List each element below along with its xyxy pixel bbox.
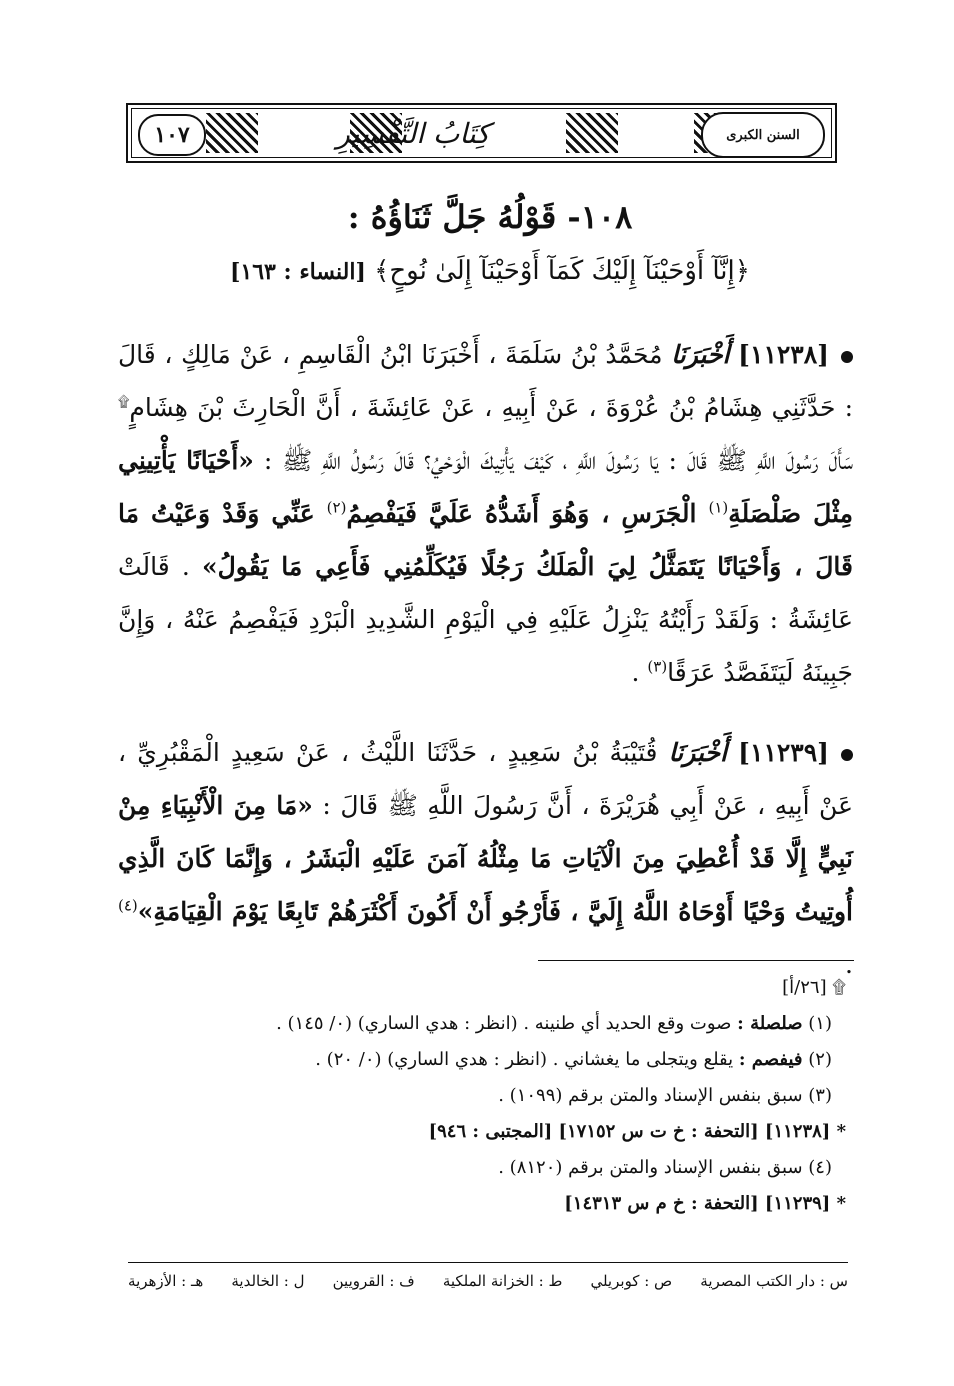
- folio-mark: ۩: [118, 392, 130, 411]
- tuhfa-reference-1: * [١١٢٣٨] [التحفة : خ ت س ١٧١٥٢] [المجتبى : ٩٤٦]: [428, 1121, 846, 1142]
- page-header: [126, 103, 837, 163]
- footnotes: [160, 970, 846, 1222]
- siglum: ط : الخزانة الملكية: [442, 1272, 563, 1290]
- end-mark: .: [845, 950, 853, 979]
- footnote-text: يقلع ويتجلى ما يغشاني . (انظر : هدي الساري) (٠/ ٢٠) .: [315, 1049, 739, 1070]
- prophetic-quote: «مَا مِنَ الْأَنْبِيَاءِ مِنْ نَبِيٍّ إِلَّا قَدْ أُعْطِيَ مِنَ الْآيَاتِ مَا مِثْلُهُ آمَنَ عَلَيْهِ الْبَشَرُ ، وَإِنَّمَا كَانَ الَّذِي أُوتِيتُ وَحْيًا أَوْحَاهُ اللَّهُ إِلَيَّ ، فَأَرْجُو أَنْ أَكُونَ أَكْثَرَهُمْ تَابِعًا يَوْمَ الْقِيَامَةِ»: [118, 791, 853, 926]
- bottom-separator: [128, 1262, 848, 1263]
- footnote-2: [160, 1042, 846, 1078]
- hadith-11239: [118, 726, 853, 991]
- chapter-title: ١٠٨- قَوْلُهُ جَلَّ ثَنَاؤُهُ :: [347, 198, 633, 236]
- bullet-icon: [841, 749, 853, 761]
- end-mark: .: [631, 658, 648, 687]
- footnote-number: (١): [808, 1013, 832, 1034]
- siglum: ف : القرويين: [332, 1272, 415, 1290]
- quran-verse: [150, 256, 830, 286]
- prophetic-quote: «أَحْيَانًا يَأْتِينِي مِثْلَ صَلْصَلَةِ: [118, 446, 854, 528]
- siglum: ص : كوبريلي: [590, 1272, 673, 1290]
- footnote-number: (٢): [808, 1049, 832, 1070]
- footnote-3: (٣) سبق بنفس الإسناد والمتن برقم (١٠٩٩) .: [498, 1085, 832, 1106]
- footnote-1: [160, 1006, 846, 1042]
- footnote-ref-2: (٢): [326, 498, 347, 517]
- tuhfa-reference-2: * [١١٢٣٩] [التحفة : خ م س ١٤٣١٣]: [564, 1193, 846, 1214]
- book-logo: السنن الكبرى: [701, 112, 825, 158]
- isnad-text: مُحَمَّدُ بْنُ سَلَمَةَ ، أَخْبَرَنَا ابْنُ الْقَاسِمِ ، عَنْ مَالِكٍ ، قَالَ : حَدَّثَنِي هِشَامُ بْنُ عُرْوَةَ ، عَنْ أَبِيهِ ، عَنْ عَائِشَةَ ، أَنَّ الْحَارِثَ بْنَ هِشَامٍ: [118, 340, 853, 422]
- footnote-term: فيفصم :: [738, 1049, 803, 1070]
- hadith-number: [١١٢٣٨]: [738, 340, 829, 369]
- narration-text: . قَالَتْ عَائِشَةُ : وَلَقَدْ رَأَيْتُهُ يَنْزِلُ عَلَيْهِ فِي الْيَوْمِ الشَّدِيدِ الْبَرْدِ فَيَفْصِمُ عَنْهُ ، وَإِنَّ جَبِينَهُ لَيَتَفَصَّدُ عَرَقًا: [118, 552, 853, 687]
- bullet-icon: [841, 351, 853, 363]
- footnote-ref-3: (٣): [647, 657, 668, 676]
- siglum: س : دار الكتب المصرية: [700, 1272, 848, 1290]
- footnote-separator: [538, 960, 854, 961]
- isnad-text: قُتَيْبَةُ بْنُ سَعِيدٍ ، حَدَّثَنَا اللَّيْثُ ، عَنْ سَعِيدٍ الْمَقْبُرِيِّ ، عَنْ أَبِيهِ ، عَنْ أَبِي هُرَيْرَةَ ، أَنَّ رَسُولَ اللَّهِ ﷺ قَالَ :: [118, 738, 853, 820]
- manuscript-sigla: [128, 1272, 848, 1290]
- akhbarana-label: أَخْبَرَنَا: [668, 738, 727, 767]
- footnote-term: صلصلة :: [737, 1013, 803, 1034]
- folio-note: ۩ [٢٦/أ]: [782, 977, 846, 998]
- footnote-ref-1: (١): [708, 498, 729, 517]
- book-title: كِتَابُ التَّفْسِيرِ: [336, 116, 490, 150]
- prophetic-quote: الْجَرَسِ ، وَهُوَ أَشَدُّهُ عَلَيَّ فَيَفْصِمُ: [346, 499, 709, 528]
- header-ornament: [206, 113, 258, 153]
- siglum: هـ : الأزهرية: [128, 1272, 204, 1290]
- prophetic-quote: عَنِّي وَقَدْ وَعَيْتُ مَا قَالَ ، وَأَحْيَانًا يَتَمَثَّلُ لِيَ الْمَلَكُ رَجُلًا فَيُكَلِّمُنِي فَأَعِي مَا يَقُولُ»: [118, 499, 853, 581]
- siglum: ل : الخالدية: [231, 1272, 305, 1290]
- verse-text: ﴿إِنَّآ أَوْحَيْنَآ إِلَيْكَ كَمَآ أَوْحَيْنَآ إِلَىٰ نُوحٍ﴾: [374, 256, 750, 286]
- matn-text: سَأَلَ رَسُولَ اللَّهِ ﷺ قَالَ : يَا رَسُولَ اللَّهِ ، كَيْفَ يَأْتِيكَ الْوَحْيُ؟ قَالَ رَسُولُ اللَّهِ ﷺ :: [253, 446, 853, 475]
- footnote-text: صوت وقع الحديد أي طنينه . (انظر : هدي الساري) (٠/ ١٤٥) .: [276, 1013, 738, 1034]
- footnote-4: (٤) سبق بنفس الإسناد والمتن برقم (٨١٢٠) .: [498, 1157, 832, 1178]
- footnote-ref-4: (٤): [118, 896, 138, 915]
- page-number: ١٠٧: [138, 114, 206, 156]
- hadith-11238: [118, 328, 853, 699]
- akhbarana-label: أَخْبَرَنَا: [671, 340, 730, 369]
- verse-reference: [النساء : ١٦٣]: [230, 259, 366, 285]
- hadith-number: [١١٢٣٩]: [738, 738, 829, 767]
- header-ornament: [566, 113, 618, 153]
